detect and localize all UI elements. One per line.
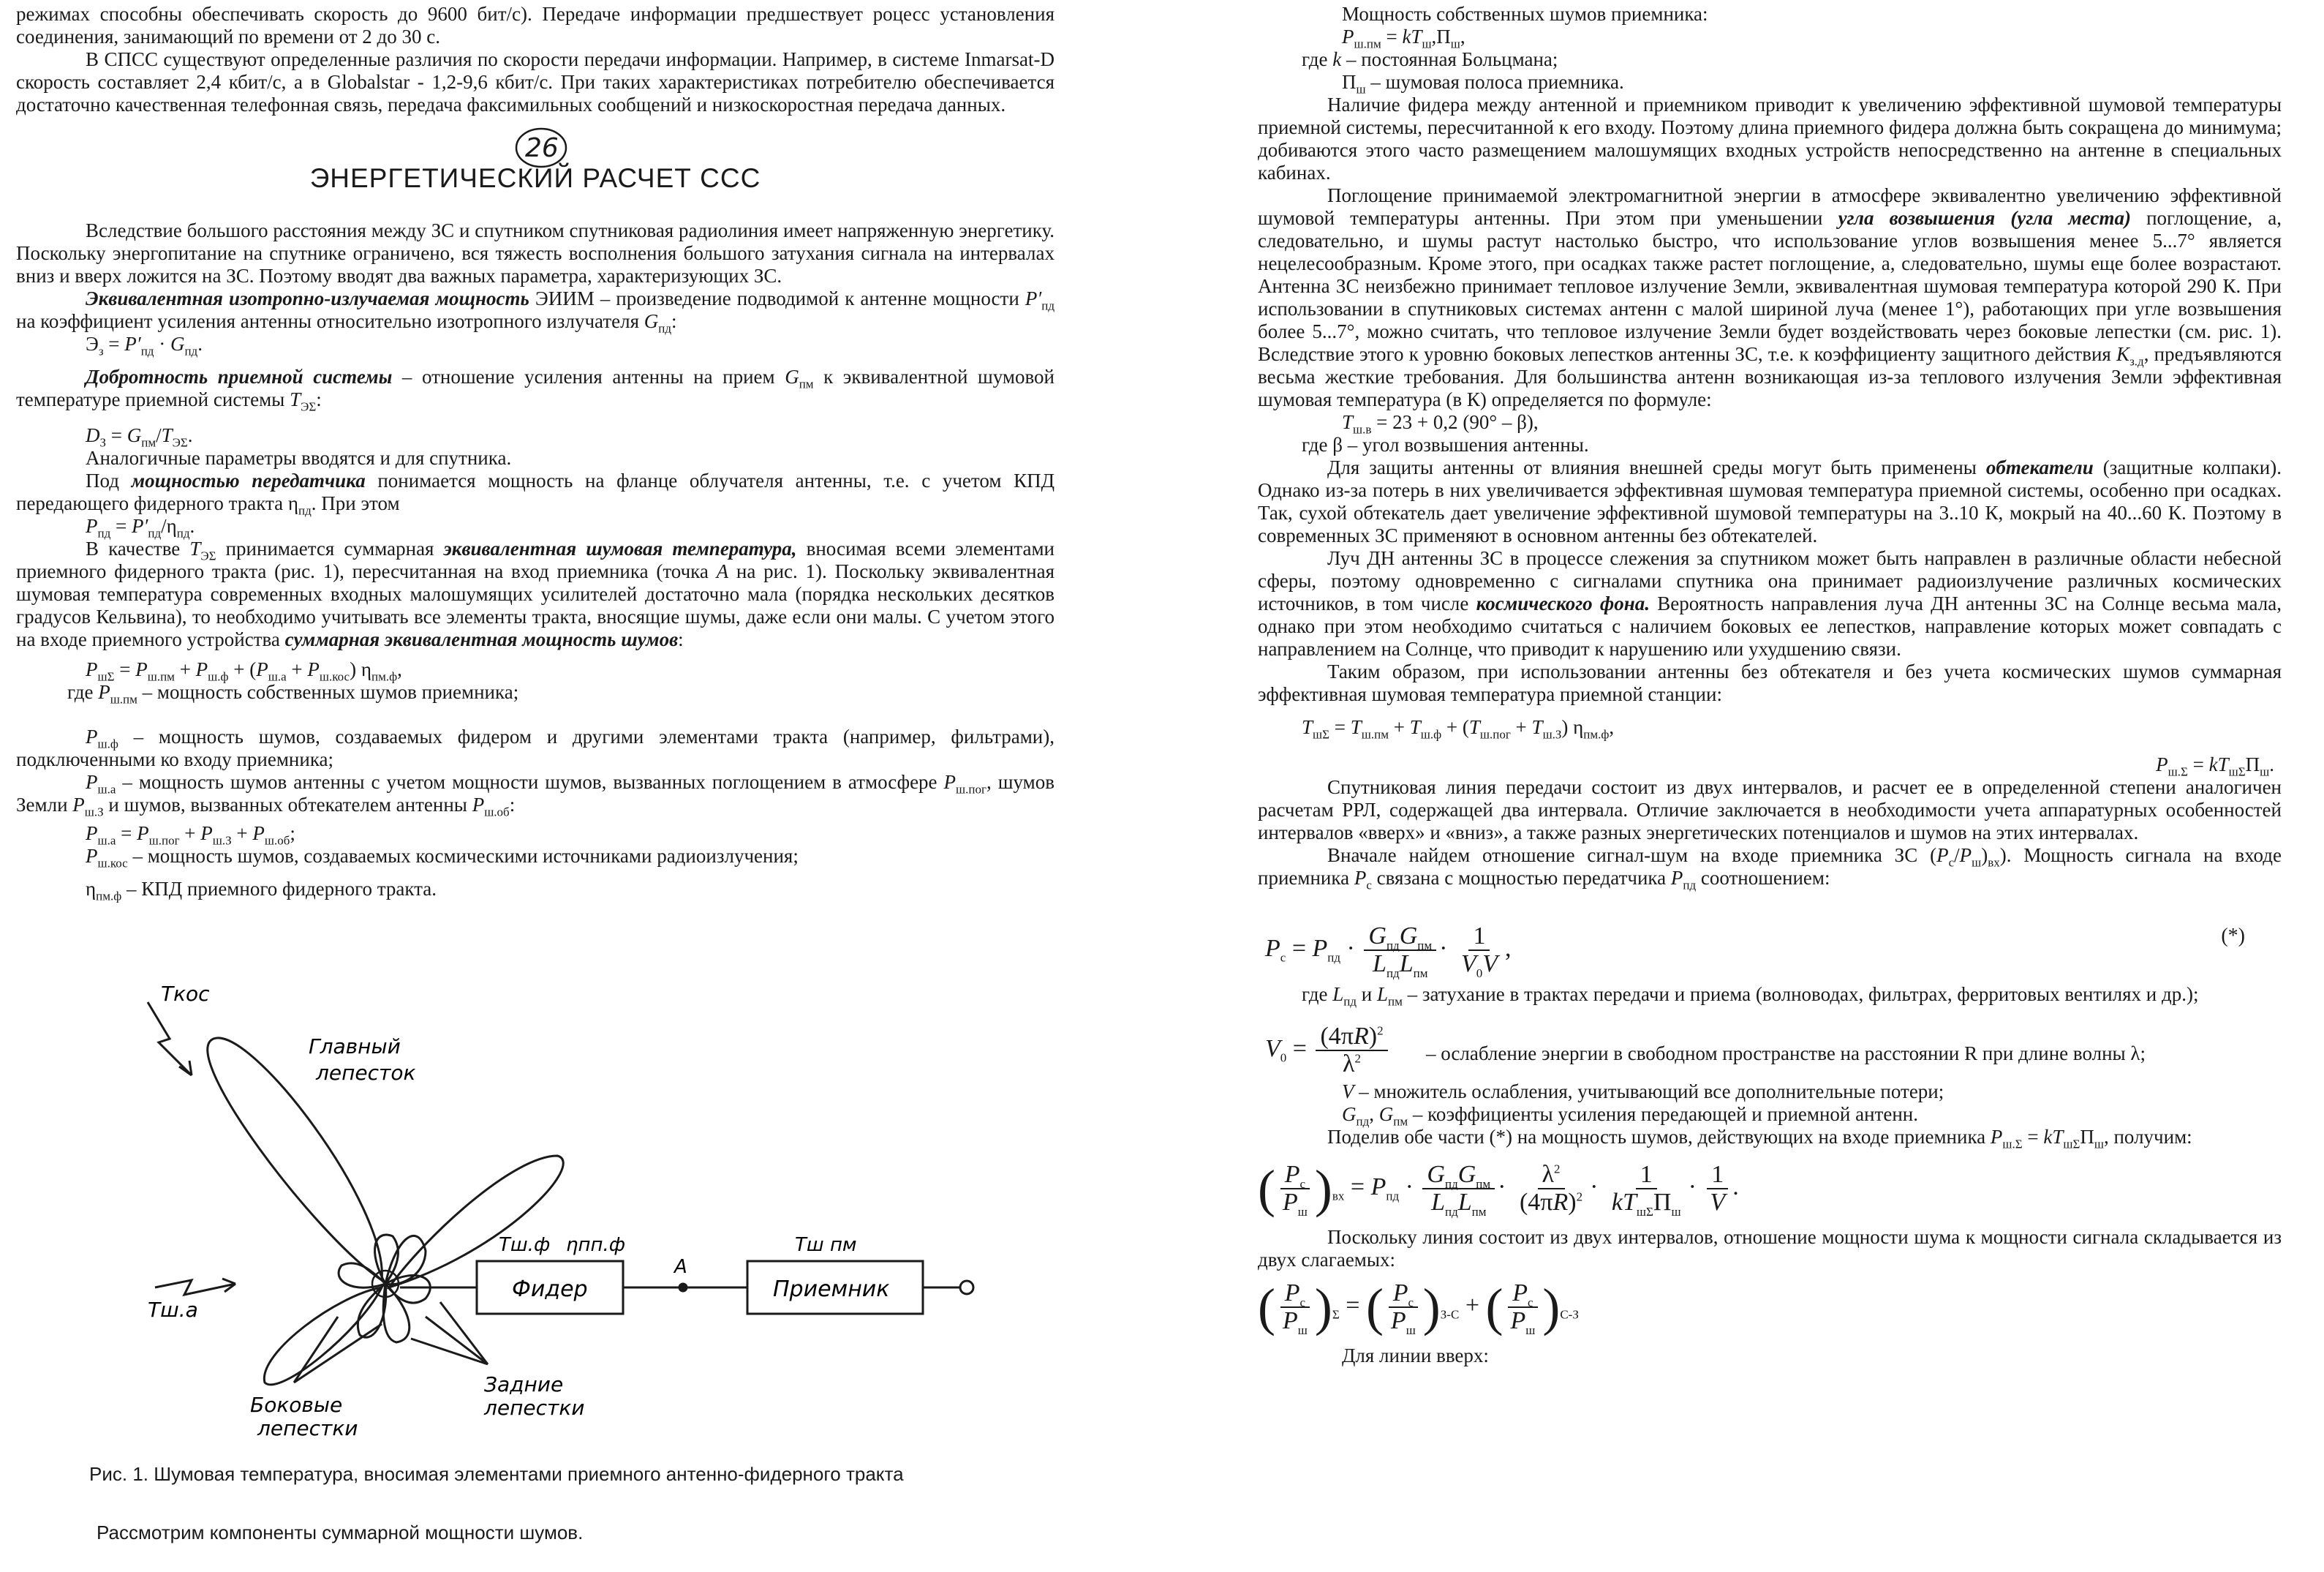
formula-eirp: $Э_з = P'_{пд} \cdot G_{пд}$.: [86, 333, 203, 358]
paragraph: Для защиты антенны от влияния внешней среды могут быть применены обтекатели (защитные колпаки). Однако из-за потерь в них увеличивается эффективная шумовая температура приемной системы, особенно при осадках. Так, сухой обтекатель дает увеличение эффективной шумовой температуры на 3..10 К, мокрый на 40...60 К. Поэтому в современных ЗС применяют в основном антенны без обтекателей.: [1258, 456, 2282, 546]
cosmic-noise-arrow-icon: [148, 1002, 192, 1075]
paragraph: где β – угол возвышения антенны.: [1302, 434, 1589, 456]
paragraph: Поскольку линия состоит из двух интервалов, отношение мощности шума к мощности сигнала складывается из двух слагаемых:: [1258, 1226, 2282, 1271]
paragraph: Поглощение принимаемой электромагнитной энергии в атмосфере эквивалентно увеличению эффективной шумовой температуры антенны. При этом при уменьшении угла возвышения (угла места) поглощение, а, следовательно, и шумы растут настолько быстро, что использование углов возвышения менее 5...7° является нецелесообразным. Кроме этого, при осадках также растет поглощение, а, следовательно, шумы еще более возрастают. Антенна ЗС неизбежно принимает тепловое излучение Земли, эквивалентная шумовая температура которой 290 К. При использовании в спутниковых системах антенн с малой шириной луча (менее 1°), работающих при угле возвышения более 5...7°, можно считать, что тепловое излучение Земли будет воздействовать через боковые лепестки (см. рис. 1). Вследствие этого к уровню боковых лепестков антенны ЗС, т.е. к коэффициенту защитного действия $K_{з.д}$, предъявляются весьма жесткие требования. Для большинства антенн возникающая из-за теплового излучения Земли эффективная шумовая температура (в К) определяется по формуле:: [1258, 184, 2282, 410]
paragraph: режимах способны обеспечивать скорость до 9600 бит/с). Передаче информации предшествует роцесс установления соединения, занимающий по времени от 2 до 30 с.: [16, 3, 1055, 48]
formula-q: $D_З = G_{пм}/T_{Э\Sigma}$.: [86, 424, 193, 450]
formula-snr: ( $\frac{P_c}{P_ш}$ )$_{вх} = P_{пд}$ · $\frac{G_{пд}G_{пм}}{L_{пд}L_{пм}}$ · $\frac{\lambda^2}{(4\pi R)^2}$ · $\frac{1}{kT_{ш\Sigma}\Pi_ш}$ · $\frac{1}{V}$ .: [1258, 1159, 1739, 1219]
label-back-lobes-2: лепестки: [484, 1396, 585, 1420]
paragraph: Наличие фидера между антенной и приемником приводит к увеличению эффективной шумовой температуры приемной системы, пересчитанной к его входу. Поэтому длина приемного фидера должна быть сокращена до минимума; добиваются этого часто размещением малошумящих входных устройств непосредственно на антенне в специальных кабинах.: [1258, 94, 2282, 184]
paragraph: В качестве $T_{Э\Sigma}$ принимается суммарная эквивалентная шумовая температура, вносимая всеми элементами приемного фидерного тракта (рис. 1), пересчитанная на вход приемника (точка A на рис. 1). Поскольку эквивалентная шумовая температура современных входных малошумящих усилителей достаточно мала (порядка нескольких десятков градусов Кельвина), то необходимо учитывать все элементы тракта, вносящие шумы, даже если они малы. С учетом этого на входе приемного устройства суммарная эквивалентная мощность шумов:: [16, 538, 1055, 650]
paragraph: $\Pi_ш$ – шумовая полоса приемника.: [1342, 71, 1624, 97]
paragraph: Для линии вверх:: [1342, 1345, 1489, 1366]
label-main-lobe: Главный: [309, 1034, 401, 1058]
paragraph: Аналогичные параметры вводятся и для спутника.: [86, 447, 512, 469]
label-side-lobes: Боковые: [250, 1393, 343, 1417]
formula-noise-sum: $P_{ш\Sigma} = P_{ш.пм} + P_{ш.ф} + (P_{ш.а} + P_{ш.кос})$ $\eta_{пм.ф}$,: [86, 658, 402, 684]
formula-snr-sum: ( $\frac{P_c}{P_ш}$ )$_\Sigma$ = ( $\frac{P_c}{P_ш}$ )$_{З-С}$ + ( $\frac{P_c}{P_ш}$ )$_{С-З}$: [1258, 1278, 1579, 1337]
paragraph: где $P_{ш.пм}$ – мощность собственных шумов приемника;: [67, 681, 519, 707]
formula-free-space: $V_0$ = $\frac{(4\pi R)^2}{\lambda^2}$ – ослабление энергии в свободном пространстве на расстоянии R при длине волны λ;: [1265, 1023, 2146, 1078]
label-t-shf: Tш.ф: [499, 1234, 551, 1256]
antenna-diagram: [75, 973, 1025, 1441]
paragraph: V – множитель ослабления, учитывающий все дополнительные потери;: [1342, 1080, 1944, 1102]
label-t-shpm: Tш пм: [795, 1234, 857, 1256]
ground-noise-arrow-icon: [155, 1280, 235, 1295]
page-number: 26: [525, 133, 559, 163]
paragraph: $P_{ш.а}$ – мощность шумов антенны с учетом мощности шумов, вызванных поглощением в атмосфере $P_{ш.пог}$, шумов Земли $P_{ш.З}$ и шумов, вызванных обтекателем антенны $P_{ш.об}$:: [16, 771, 1055, 819]
paragraph: Вследствие большого расстояния между ЗС и спутником спутниковая радиолиния имеет напряженную энергетику. Поскольку энергопитание на спутнике ограничено, вся тяжесть восполнения большого затухания сигнала на интервалах вниз и вверх ложится на ЗС. Поэтому вводят два важных параметра, характеризующих ЗС.: [16, 219, 1055, 287]
paragraph: Рассмотрим компоненты суммарной мощности шумов.: [97, 1522, 584, 1543]
paragraph: $P_{ш.ф}$ – мощность шумов, создаваемых фидером и другими элементами тракта (например, фильтрами), подключенными ко входу приемника;: [16, 726, 1055, 770]
paragraph: Под мощностью передатчика понимается мощность на фланце облучателя антенны, т.е. с учетом КПД передающего фидерного тракта $\eta_{пд}$. При этом: [16, 470, 1055, 518]
label-t-kos: Tкос: [161, 982, 210, 1006]
section-title: ЭНЕРГЕТИЧЕСКИЙ РАСЧЕТ ССС: [309, 163, 761, 193]
paragraph: где $L_{пд}$ и $L_{пм}$ – затухание в трактах передачи и приема (волноводах, фильтрах, ферритовых вентилях и др.);: [1302, 983, 2199, 1009]
label-main-lobe-2: лепесток: [316, 1061, 416, 1085]
formula-antenna-noise: $P_{ш.а} = P_{ш.пог} + P_{ш.З} + P_{ш.об}$;: [86, 822, 295, 848]
paragraph: Поделив обе части (*) на мощность шумов, действующих на входе приемника $P_{ш.\Sigma} = kT_{ш\Sigma}\Pi_ш$, получим:: [1327, 1126, 2192, 1151]
paragraph: $\eta_{пм.ф}$ – КПД приемного фидерного тракта.: [86, 878, 437, 903]
term: Эквивалентная изотропно-излучаемая мощность: [86, 287, 529, 309]
paragraph: Луч ДН антенны ЗС в процессе слежения за спутником может быть направлен в различные области небесной сферы, поэтому одновременно с сигналами спутника она принимает радиоизлучение различных космических источников, в том числе космического фона. Вероятность направления луча ДН антенны ЗС на Солнце весьма мала, однако при этом необходимо считаться с наличием боковых ее лепестков, направление которых может совпадать с направлением на Солнце, что приводит к нарушению или ухудшению связи.: [1258, 547, 2282, 660]
term: Добротность приемной системы: [86, 366, 393, 388]
formula-receiver-noise: $P_{ш.пм} = kT_ш,\Pi_ш$,: [1342, 26, 1465, 51]
paragraph: В СПСС существуют определенные различия по скорости передачи информации. Например, в системе Inmarsat-D скорость составляет 2,4 кбит/с, а в Globalstar - 1,2-9,6 кбит/с. При таких характеристиках потребителю обеспечивается достаточно качественная телефонная связь, передача факсимильных сообщений и низкоскоростная передача данных.: [16, 48, 1055, 116]
label-t-sha: Tш.а: [148, 1298, 198, 1322]
label-point-a: A: [674, 1256, 687, 1278]
formula-power: $P_{пд} = P'_{пд}/\eta_{пд}$.: [86, 515, 195, 541]
receiver-box-label: Приемник: [773, 1276, 890, 1302]
paragraph: $P_{ш.кос}$ – мощность шумов, создаваемых космическими источниками радиоизлучения;: [86, 845, 799, 870]
formula-total-temp: $T_{ш\Sigma} = T_{ш.пм} + T_{ш.ф} + (T_{ш.пог} + T_{ш.З})$ $\eta_{пм.ф}$,: [1302, 716, 1615, 742]
paragraph: Мощность собственных шумов приемника:: [1342, 3, 1708, 25]
paragraph: Таким образом, при использовании антенны без обтекателя и без учета космических шумов суммарная эффективная шумовая температура приемной станции:: [1258, 661, 2282, 705]
paragraph: $G_{пд}$, $G_{пм}$ – коэффициенты усиления передающей и приемной антенн.: [1342, 1103, 1918, 1129]
point-a-dot-icon: [679, 1284, 687, 1291]
figure-caption: Рис. 1. Шумовая температура, вносимая элементами приемного антенно-фидерного тракта: [89, 1463, 904, 1485]
formula-noise-total: $P_{ш.\Sigma} = kT_{ш\Sigma}\Pi_ш$.: [2156, 753, 2274, 779]
label-back-lobes: Задние: [484, 1372, 564, 1396]
equation-number: (*): [2221, 925, 2245, 947]
paragraph: где k – постоянная Больцмана;: [1302, 48, 1558, 70]
paragraph: Спутниковая линия передачи состоит из двух интервалов, и расчет ее в определенной степени аналогичен расчетам РРЛ, содержащей два интервала. Отличие заключается в необходимости учета аппаратурных особенностей интервалов «вверх» и «вниз», а также разных энергетических потенциалов и шумов на этих интервалах.: [1258, 776, 2282, 843]
formula-earth-temp: $T_{ш.в} = 23 + 0,2$ (90° – β),: [1342, 411, 1539, 437]
feeder-box-label: Фидер: [512, 1276, 588, 1302]
formula-signal-power: $P_c = P_{пд}$ · $\frac{G_{пд}G_{пм}}{L_{пд}L_{пм}}$ · $\frac{1}{V_0V}$ , (*): [1265, 922, 2245, 980]
paragraph: Эквивалентная изотропно-излучаемая мощность ЭИИМ – произведение подводимой к антенне мощности $P'_{пд}$ на коэффициент усиления антенны относительно изотропного излучателя $G_{пд}$:: [16, 287, 1055, 336]
label-side-lobes-2: лепестки: [257, 1416, 358, 1440]
label-eta-pf: ηпп.ф: [566, 1234, 625, 1256]
paragraph: Добротность приемной системы – отношение усиления антенны на прием $G_{пм}$ к эквивалентной шумовой температуре приемной системы $T_{Э\Sigma}$:: [16, 366, 1055, 414]
figure-antenna-feeder: [75, 973, 1025, 1441]
paragraph: Вначале найдем отношение сигнал-шум на входе приемника ЗС $(P_с/P_ш)_{вх}$). Мощность сигнала на входе приемника $P_с$ связана с мощностью передатчика $P_{пд}$ соотношением:: [1258, 844, 2282, 892]
term: мощностью передатчика: [131, 470, 366, 492]
